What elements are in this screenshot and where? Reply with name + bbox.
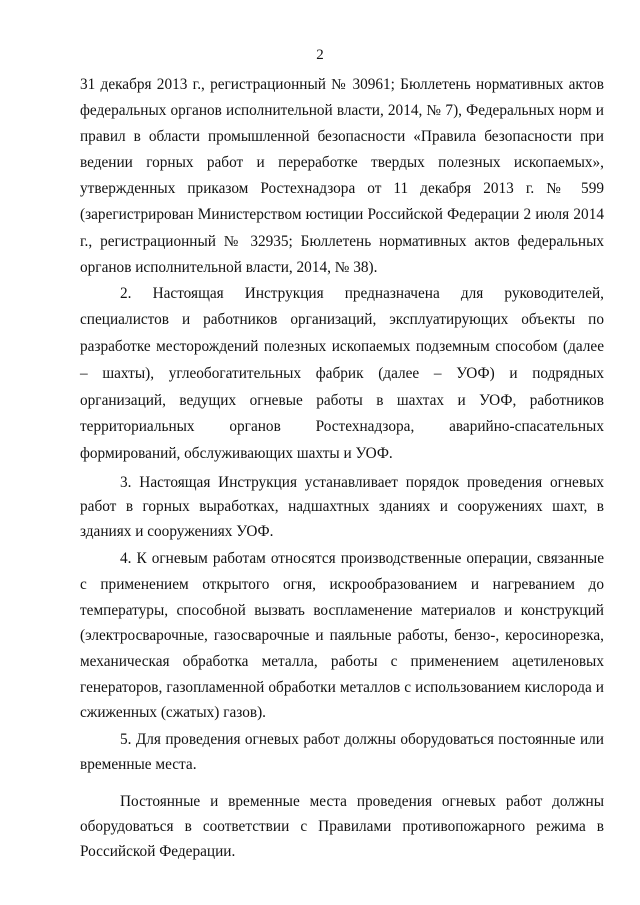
paragraph-3-scope: 3. Настоящая Инструкция устанавливает порядок проведения огневых работ в горных выработках, надшахтных зданиях и сооружениях шахт, в зданиях и сооружениях УОФ. — [80, 473, 604, 540]
document-body — [80, 72, 604, 864]
paragraph-4-definition: 4. К огневым работам относятся производственные операции, связанные с применением открытого огня, искрообразованием и нагреванием до температуры, способной вызвать воспламенение материалов и конструкций (электросварочные, газосварочные и паяльные работы, бензо-, керосинорезка, механическая обработка металла, работы с применением ацетиленовых генераторов, газопламенной обработки металлов с использованием кислорода и сжиженных (сжатых) газов). — [80, 550, 604, 722]
paragraph-6-equipment: Постоянные и временные места проведения огневых работ должны оборудоваться в соответствии с Правилами противопожарного режима в Российской Федерации. — [80, 793, 604, 861]
paragraph-1-continuation: 31 декабря 2013 г., регистрационный № 30961; Бюллетень нормативных актов федеральных органов исполнительной власти, 2014, № 7), Федеральных норм и правил в области промышленной безопасности «Правила безопасности при ведении горных работ и переработке твердых полезных ископаемых», утвержденных приказом Ростехнадзора от 11 декабря 2013 г. № 599 (зарегистрирован Министерством юстиции Российской Федерации 2 июля 2014 г., регистрационный № 32935; Бюллетень нормативных актов федеральных органов исполнительной власти, 2014, № 38). — [80, 76, 604, 276]
paragraph-2-purpose: 2. Настоящая Инструкция предназначена для руководителей, специалистов и работников организаций, эксплуатирующих объекты по разработке месторождений полезных ископаемых подземным способом (далее – шахты), углеобогатительных фабрик (далее – УОФ) и подрядных организаций, ведущих огневые работы в шахтах и УОФ, работников территориальных органов Ростехнадзора, аварийно-спасательных формирований, обслуживающих шахты и УОФ. — [80, 284, 604, 462]
page-number: 2 — [316, 47, 324, 63]
paragraph-5-places: 5. Для проведения огневых работ должны оборудоваться постоянные или временные места. — [80, 731, 604, 774]
